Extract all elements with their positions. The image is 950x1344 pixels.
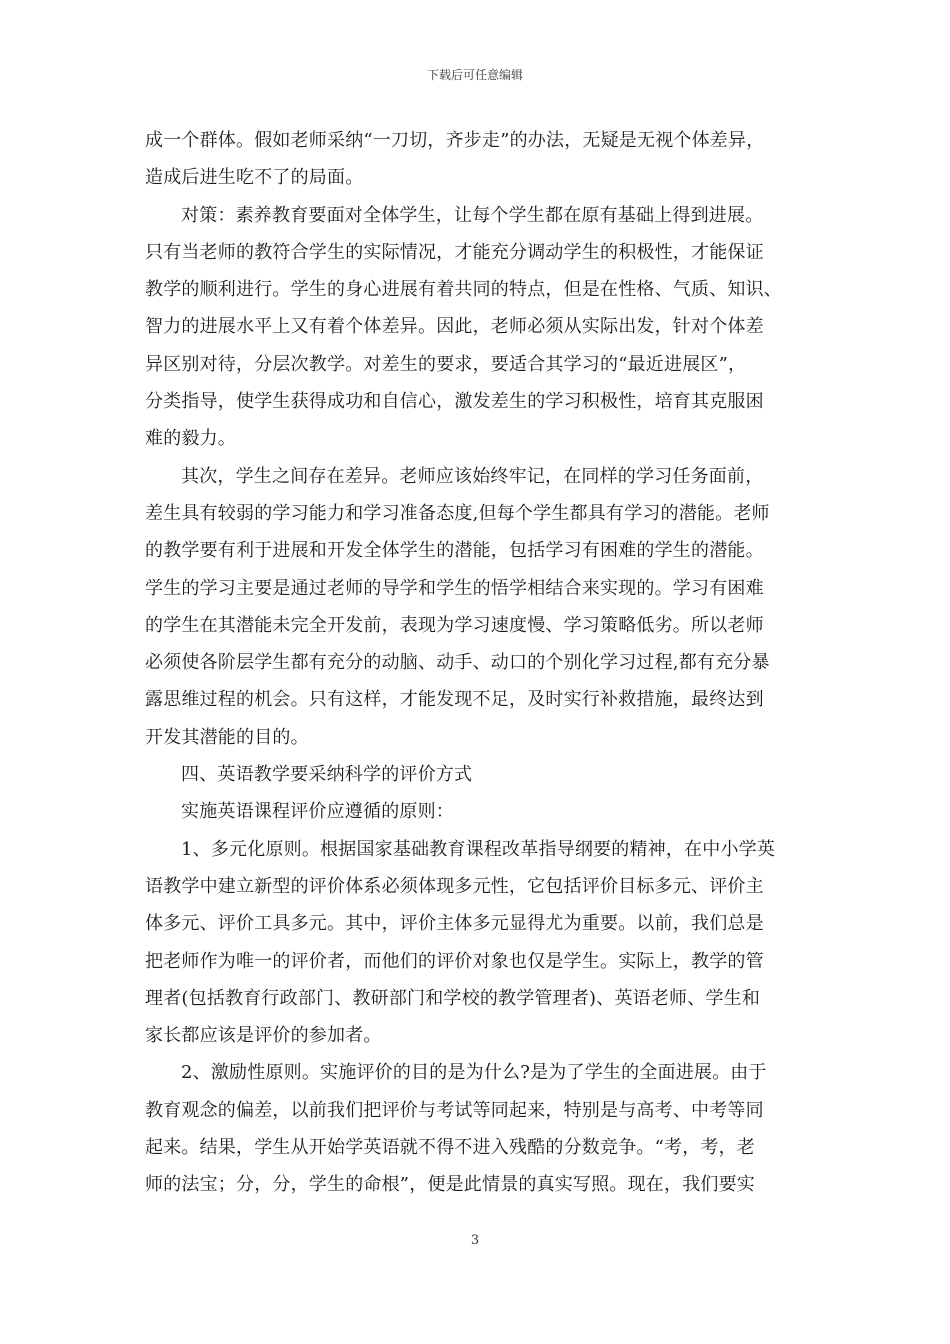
text-line: 对策：素养教育要面对全体学生，让每个学生都在原有基础上得到进展。 <box>181 204 764 226</box>
text-line: 学生的学习主要是通过老师的导学和学生的悟学相结合来实现的。学习有困难 <box>145 577 764 599</box>
text-line: 的学生在其潜能未完全开发前，表现为学习速度慢、学习策略低劣。所以老师 <box>145 614 764 636</box>
text-line: 把老师作为唯一的评价者，而他们的评价对象也仅是学生。实际上，教学的管 <box>145 950 764 972</box>
text-line: 师的法宝；分，分，学生的命根”，便是此情景的真实写照。现在，我们要实 <box>145 1174 755 1196</box>
text-line: 起来。结果，学生从开始学英语就不得不进入残酷的分数竞争。“考，考，老 <box>145 1137 755 1159</box>
document-body <box>145 122 810 1204</box>
text-line: 差生具有较弱的学习能力和学习准备态度,但每个学生都具有学习的潜能。老师 <box>145 502 770 524</box>
text-line: 语教学中建立新型的评价体系必须体现多元性，它包括评价目标多元、评价主 <box>145 875 764 897</box>
text-line: 实施英语课程评价应遵循的原则： <box>181 801 454 823</box>
text-line: 2、激励性原则。实施评价的目的是为什么?是为了学生的全面进展。由于 <box>181 1062 767 1084</box>
text-line: 家长都应该是评价的参加者。 <box>145 1025 382 1047</box>
text-line: 难的毅力。 <box>145 428 236 450</box>
text-line: 理者(包括教育行政部门、教研部门和学校的教学管理者)、英语老师、学生和 <box>145 987 761 1009</box>
text-line: 教育观念的偏差，以前我们把评价与考试等同起来，特别是与高考、中考等同 <box>145 1099 764 1121</box>
text-line: 体多元、评价工具多元。其中，评价主体多元显得尤为重要。以前，我们总是 <box>145 913 764 935</box>
text-line: 必须使各阶层学生都有充分的动脑、动手、动口的个别化学习过程,都有充分暴 <box>145 652 770 674</box>
text-line: 成一个群体。假如老师采纳“一刀切，齐步走”的办法，无疑是无视个体差异， <box>145 130 765 151</box>
text-line: 1、多元化原则。根据国家基础教育课程改革指导纲要的精神，在中小学英 <box>181 838 776 860</box>
page-number: 3 <box>470 1233 480 1248</box>
text-line: 露思维过程的机会。只有这样，才能发现不足，及时实行补救措施，最终达到 <box>145 689 764 711</box>
text-line: 开发其潜能的目的。 <box>145 726 309 748</box>
text-line: 其次，学生之间存在差异。老师应该始终牢记，在同样的学习任务面前， <box>181 465 764 487</box>
text-line: 只有当老师的教符合学生的实际情况，才能充分调动学生的积极性，才能保证 <box>145 241 764 263</box>
text-line: 造成后进生吃不了的局面。 <box>145 167 364 189</box>
text-line: 智力的进展水平上又有着个体差异。因此，老师必须从实际出发，针对个体差 <box>145 316 764 338</box>
text-line: 教学的顺利进行。学生的身心进展有着共同的特点，但是在性格、气质、知识、 <box>145 279 782 301</box>
page-header: 下载后可任意编辑 <box>426 68 523 82</box>
text-line: 四、英语教学要采纳科学的评价方式 <box>181 764 473 786</box>
text-line: 分类指导，使学生获得成功和自信心，激发差生的学习积极性，培育其克服困 <box>145 391 764 413</box>
text-line: 异区别对待，分层次教学。对差生的要求，要适合其学习的“最近进展区”， <box>145 353 747 375</box>
text-line: 的教学要有利于进展和开发全体学生的潜能，包括学习有困难的学生的潜能。 <box>145 540 764 562</box>
